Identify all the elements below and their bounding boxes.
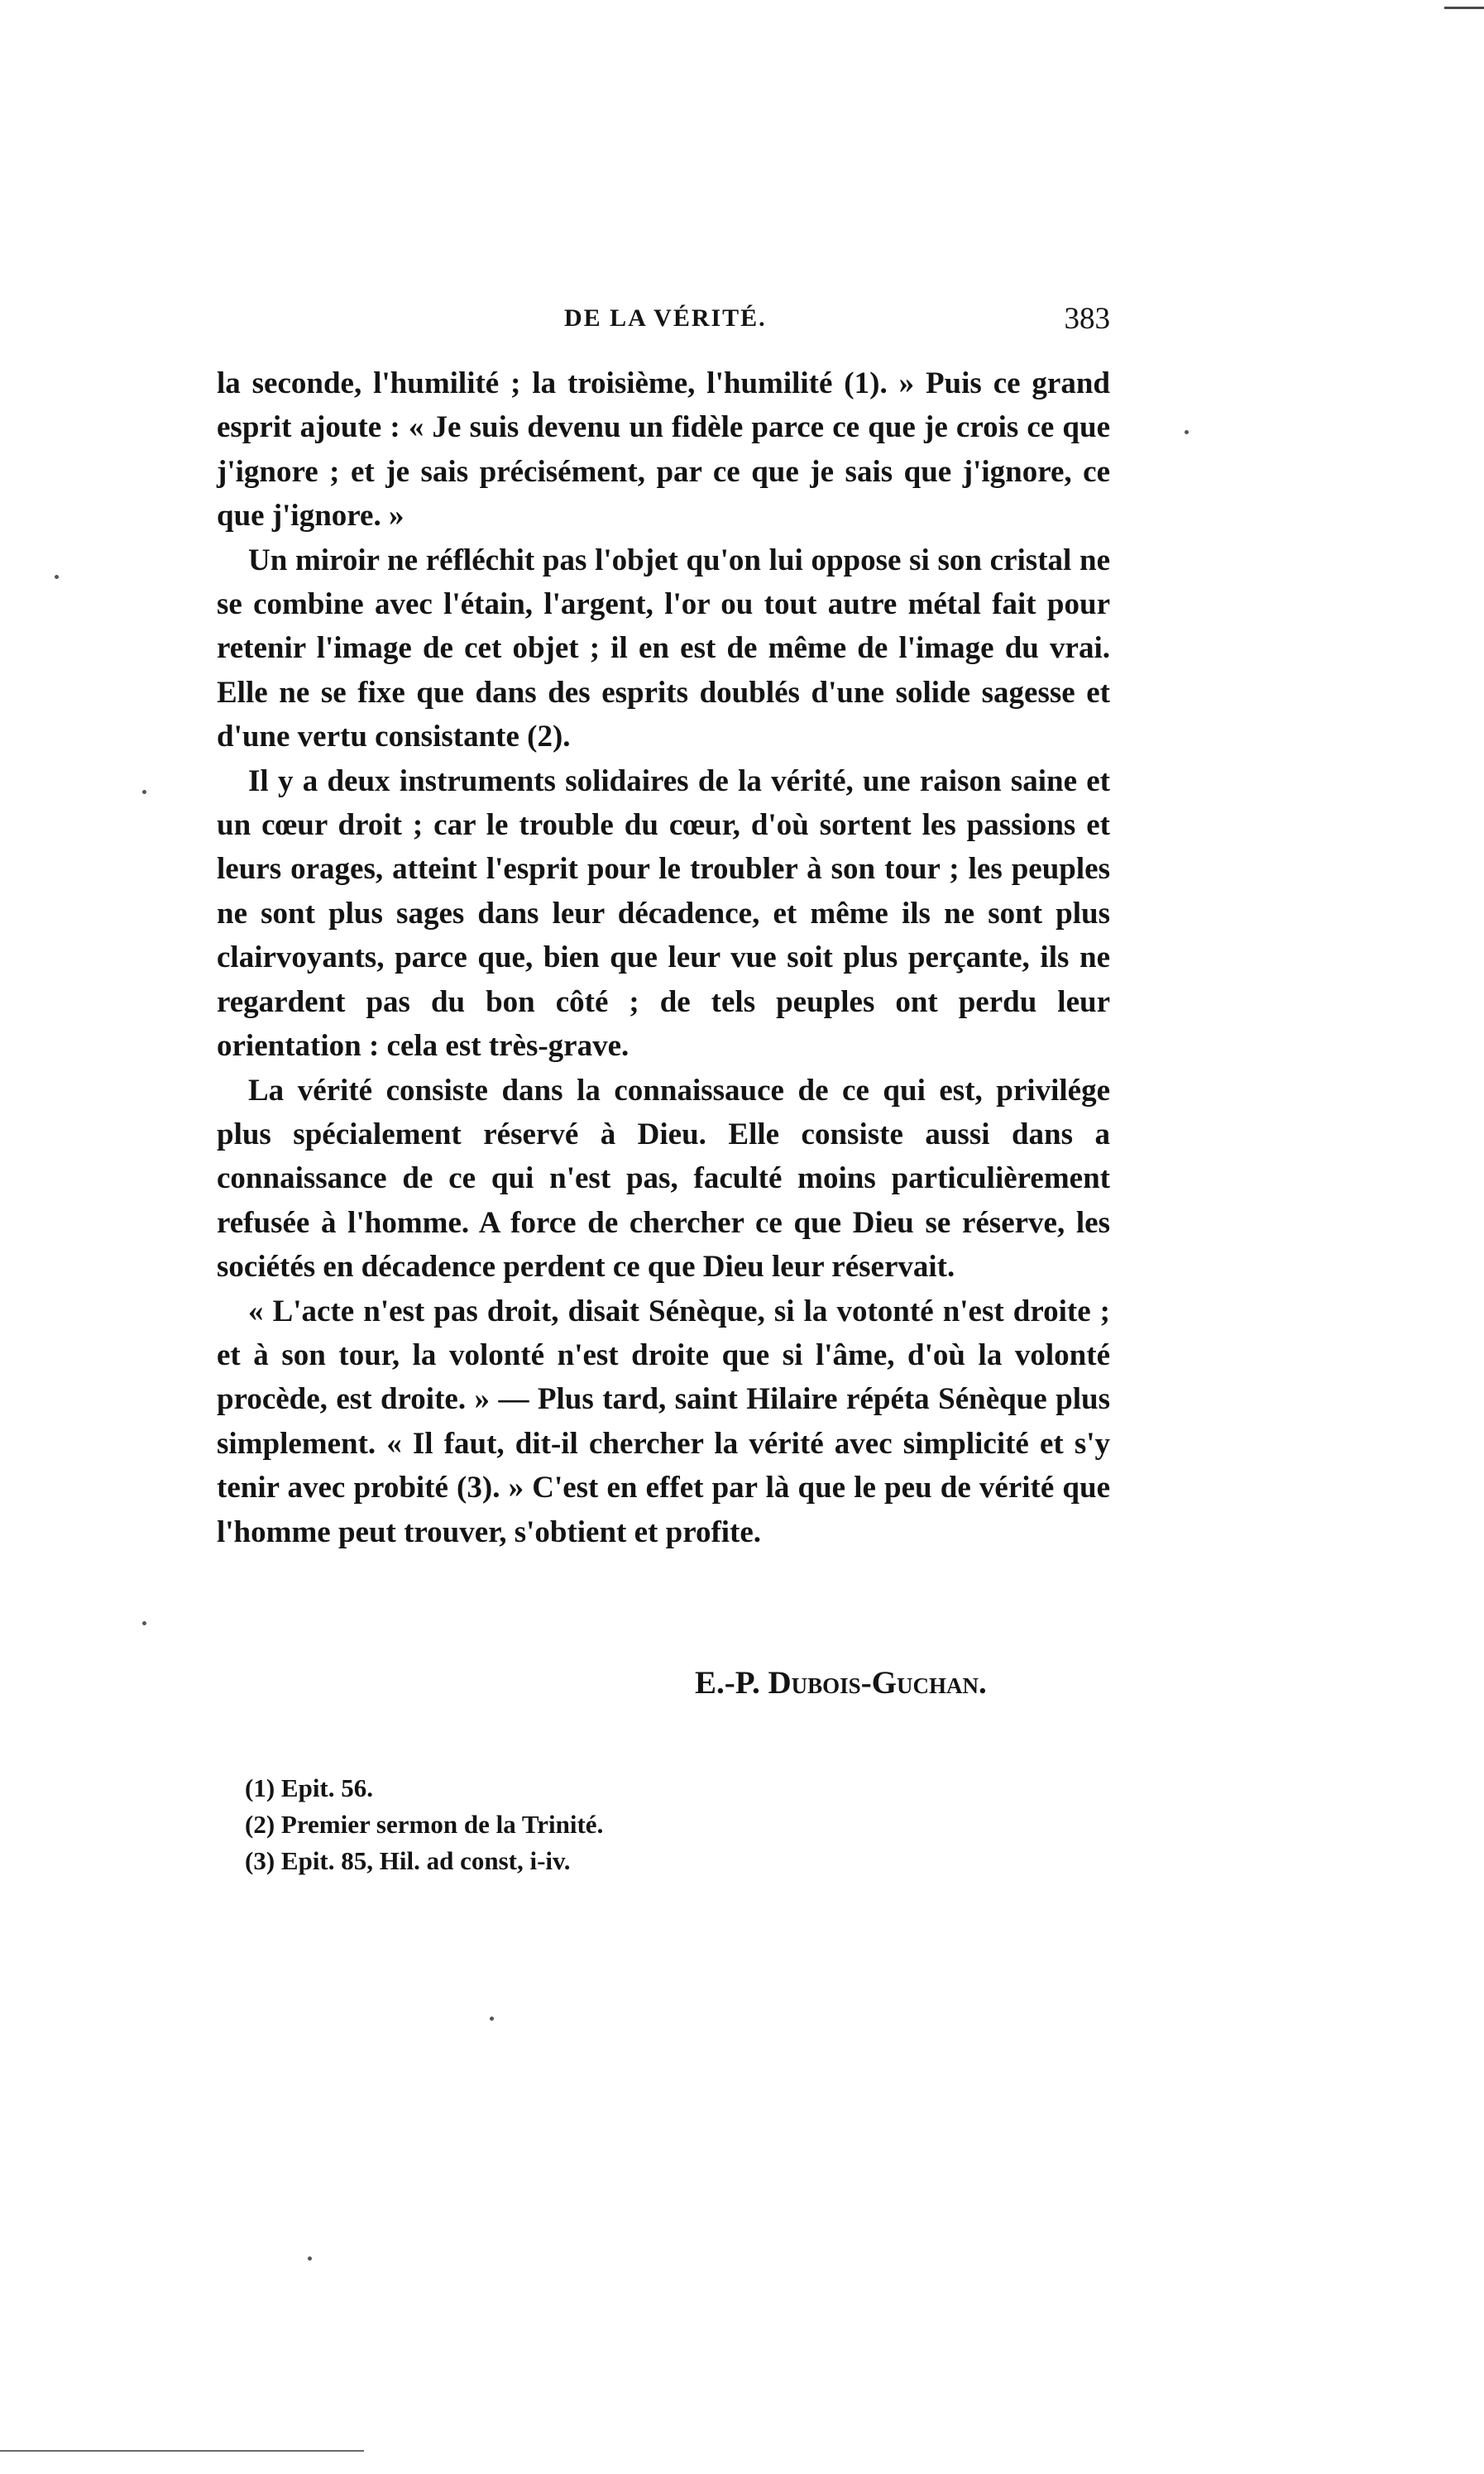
page-number: 383 xyxy=(1064,302,1110,336)
scan-speck xyxy=(490,2017,494,2021)
paragraph-seneca: « L'acte n'est pas droit, disait Sénèque, si la votonté n'est droite ; et à son tour, la volonté n'est droite que si l'âme, d'où la volonté procède, est droite. » — Plus tard, saint Hilaire répéta Sénèque plus simplement. « Il faut, dit-il chercher la vérité avec simplicité et s'y tenir avec probité (3). » C'est en effet par là que le peu de vérité que l'homme peut trouver, s'obtient et profite. xyxy=(217,1294,1110,1549)
paragraph-mirror: Un miroir ne réfléchit pas l'objet qu'on lui oppose si son cristal ne se combine avec l'étain, l'argent, l'or ou tout autre métal fait pour retenir l'image de cet objet ; il en est de même de l'image du vrai. Elle ne se fixe que dans des esprits doublés d'une solide sagesse et d'une vertu consistante (2). xyxy=(217,543,1110,754)
author-initials: E.-P. xyxy=(695,1665,760,1701)
footnotes xyxy=(245,1770,603,1879)
footnote-1: (1) Epit. 56. xyxy=(245,1773,373,1802)
footnote-3: (3) Epit. 85, Hil. ad const, i-iv. xyxy=(245,1846,571,1875)
paragraph-truth: La vérité consiste dans la connaissauce de ce qui est, privilége plus spécialement réservé à Dieu. Elle consiste aussi dans a connaissance de ce qui n'est pas, faculté moins particulièrement refusée à l'homme. A force de chercher ce que Dieu se réserve, les sociétés en décadence perdent ce que Dieu leur réservait. xyxy=(217,1073,1110,1285)
body-text xyxy=(217,361,1110,1554)
page-header xyxy=(217,304,1110,346)
bottom-rule xyxy=(0,2450,364,2452)
running-title: DE LA VÉRITÉ. xyxy=(564,304,767,332)
scan-speck xyxy=(142,1621,146,1625)
author-surname: Dubois-Guchan. xyxy=(768,1665,987,1701)
paragraph-instruments: Il y a deux instruments solidaires de la vérité, une raison saine et un cœur droit ; car le trouble du cœur, d'où sortent les passions et leurs orages, atteint l'esprit pour le troubler à son tour ; les peuples ne sont plus sages dans leur décadence, et même ils ne sont plus clairvoyants, parce que, bien que leur vue soit plus perçante, ils ne regardent pas du bon côté ; de tels peuples ont perdu leur orientation : cela est très-grave. xyxy=(217,763,1110,1064)
footnote-2: (2) Premier sermon de la Trinité. xyxy=(245,1810,604,1839)
scan-speck xyxy=(1185,430,1189,434)
scan-speck xyxy=(308,2256,312,2261)
scan-corner-mark xyxy=(1444,7,1484,9)
paragraph-continuation: la seconde, l'humilité ; la troisième, l'humilité (1). » Puis ce grand esprit ajoute : « Je suis devenu un fidèle parce ce que je crois ce que j'ignore ; et je sais précisément, par ce que je sais que j'ignore, ce que j'ignore. » xyxy=(217,366,1110,534)
scan-speck xyxy=(55,575,59,579)
author-signature xyxy=(695,1664,987,1701)
scan-speck xyxy=(142,790,146,794)
